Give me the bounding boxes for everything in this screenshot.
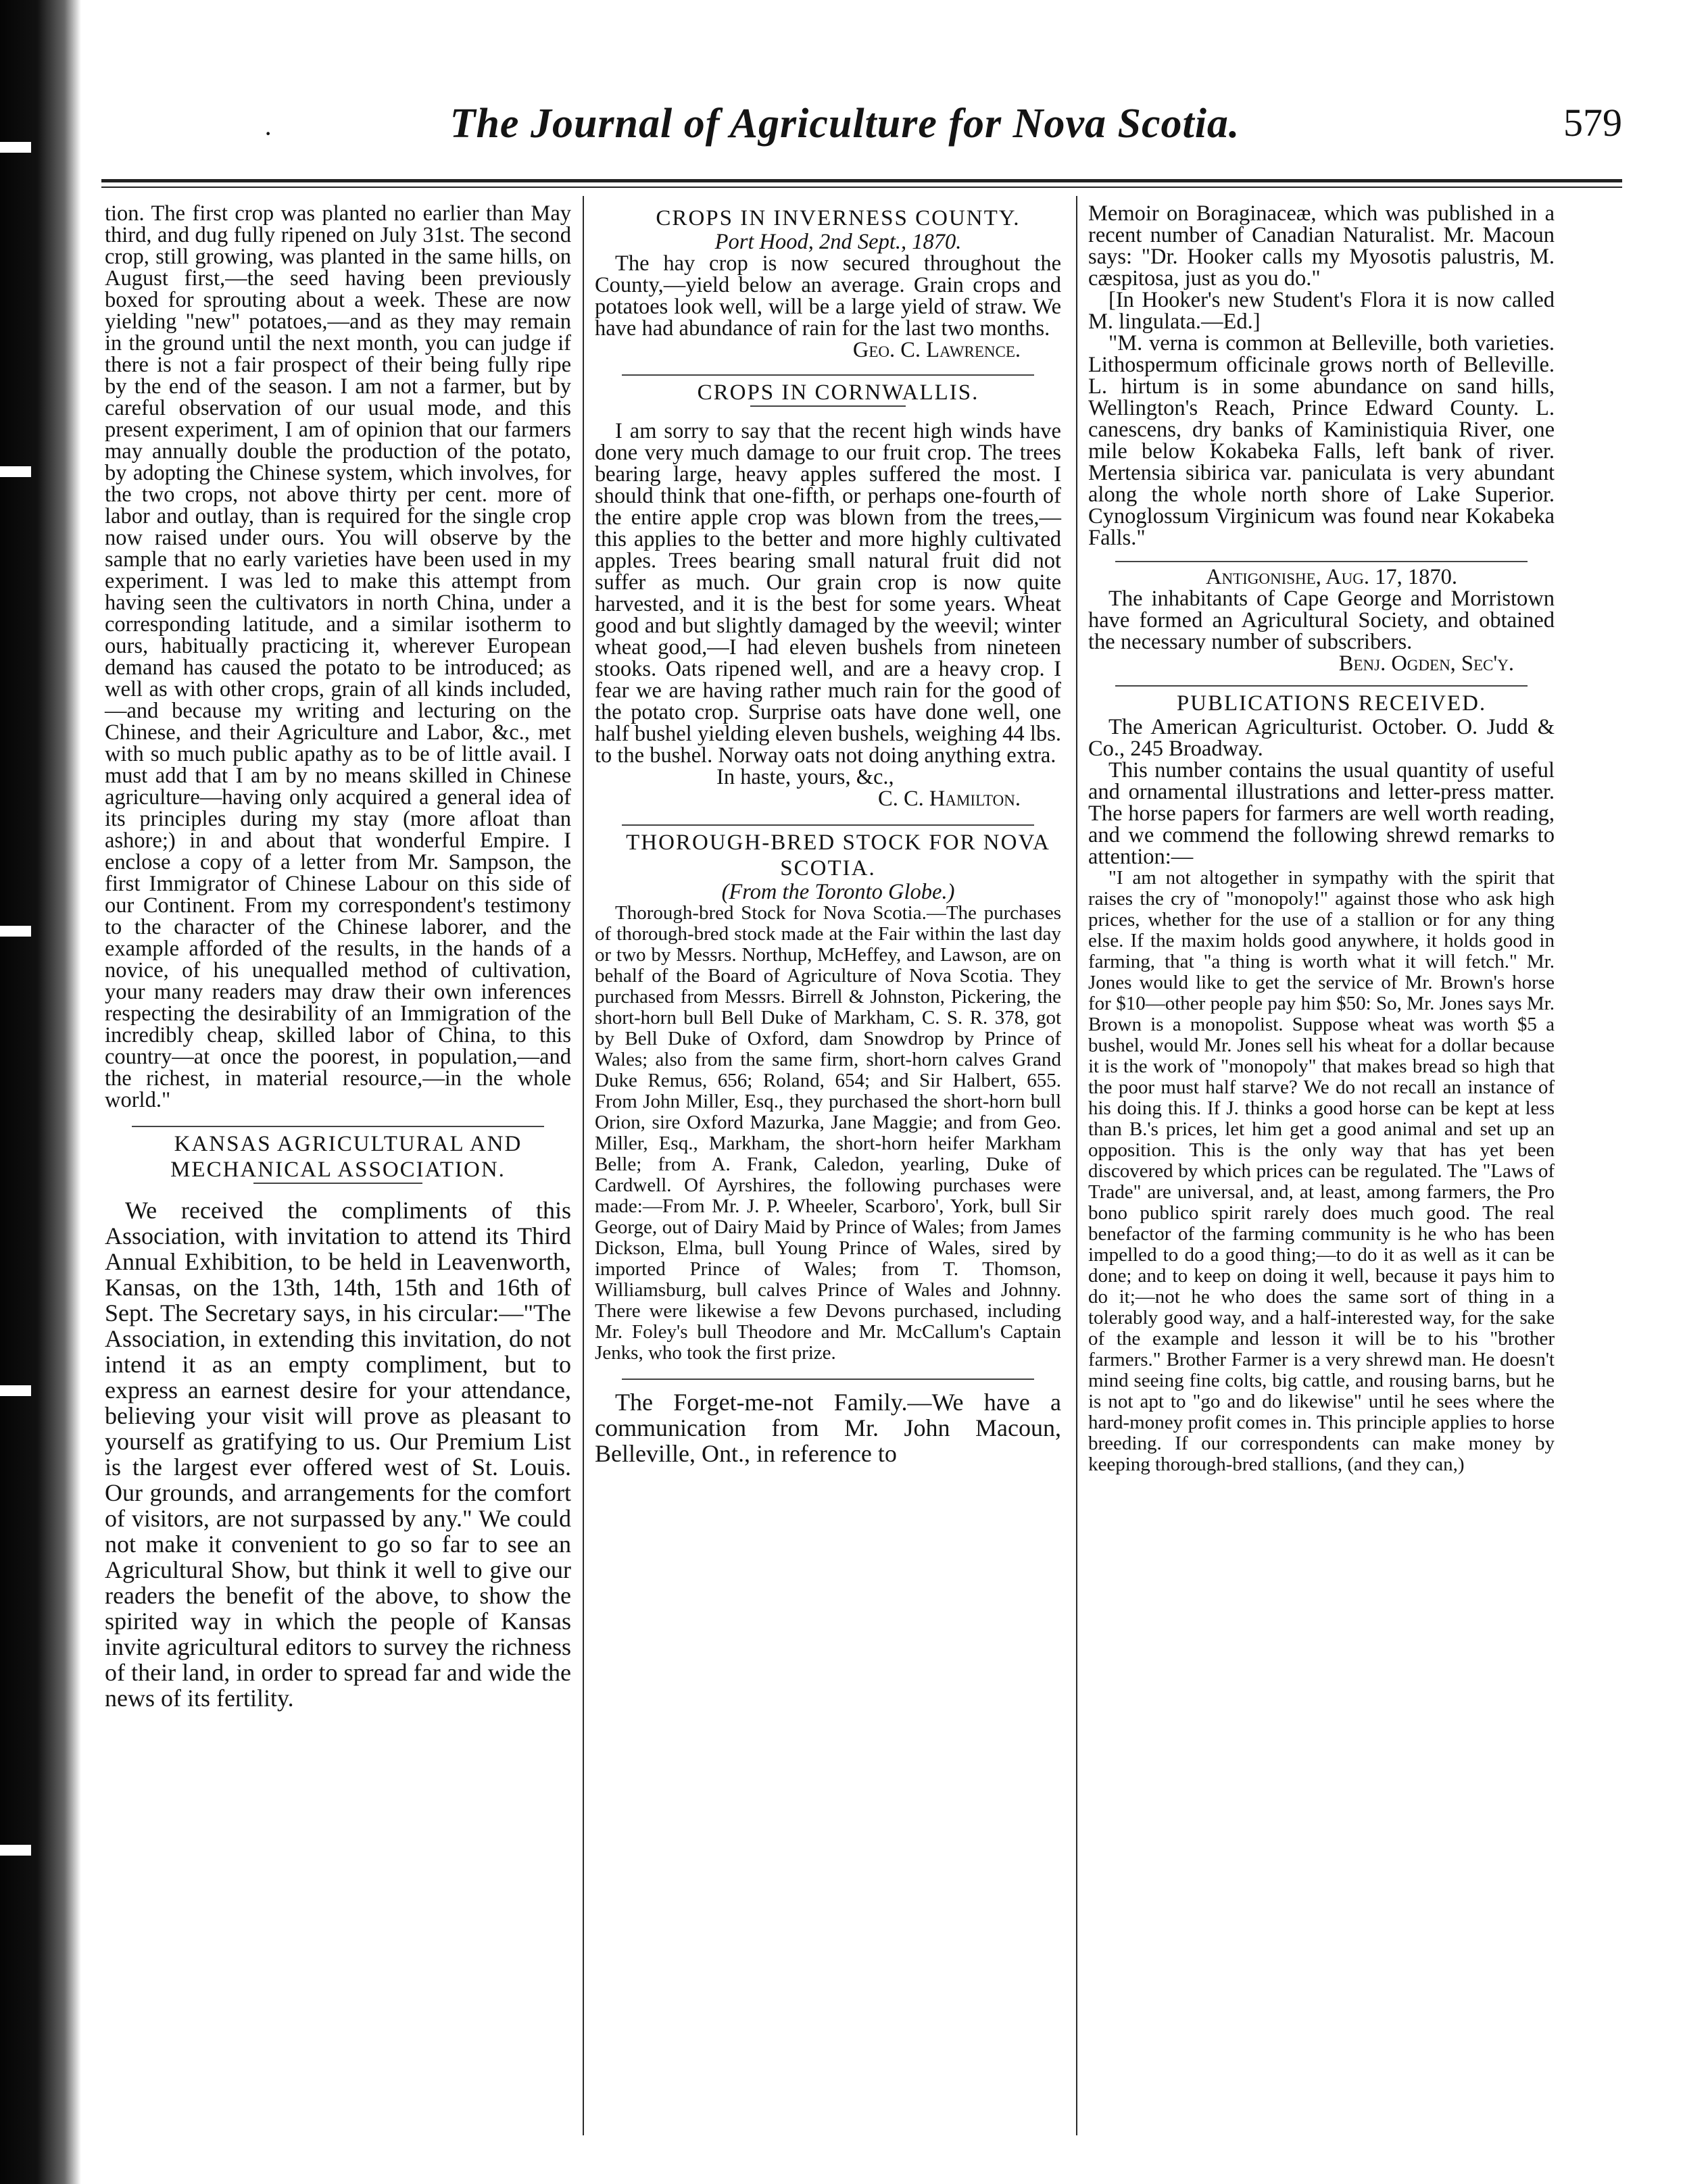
article-text: I am sorry to say that the recent high winds have done very much damage to our fruit crop. The trees bearing large, heavy apples suffered the most. I should think that one-fifth, or perhaps one-fourth of the entire apple crop was blown from the trees,—this applies to the better and more highly cultivated apples. Trees bearing small natural fruit did not suffer as much. Our grain crop is now quite harvested, and it is the best for some years. Wheat good and but slightly damaged by the weevil; winter wheat good,—I had eleven bushels from nineteen stooks. Oats ripened well, and are a heavy crop. I fear we are having rather much rain for the good of the potato crop. Surprise oats have done well, one half bushel yielding eleven bushels, weighing 44 lbs. to the bushel. Norway oats not doing anything extra.	[595, 419, 1061, 768]
publication-entry: The American Agriculturist. October. O. Judd & Co., 245 Broadway.	[1088, 715, 1555, 761]
separator	[253, 1183, 422, 1184]
separator	[622, 824, 1034, 826]
article-text: "M. verna is common at Belleville, both varieties. Lithospermum officinale grows north of Belleville. L. hirtum is in some abundance on sand hills, Wellington's Reach, Prince Edward County. L. canescens, dry banks of Kaministiquia River, one mile below Kokabeka Falls, left bank of river. Mertensia sibirica var. paniculata is very abundant along the whole north shore of Lake Superior. Cynoglossum Virginicum was found near Kokabeka Falls."	[1088, 331, 1555, 550]
editor-note: [In Hooker's new Student's Flora it is now called M. lingulata.—Ed.]	[1088, 288, 1555, 334]
separator	[622, 1379, 1034, 1380]
header-rule	[101, 179, 1622, 182]
column-1	[105, 203, 571, 1711]
page-binding-edge	[0, 0, 81, 2184]
page-number: 579	[1563, 101, 1622, 145]
dateline: Port Hood, 2nd Sept., 1870.	[714, 230, 962, 254]
article-text: tion. The first crop was planted no earlier than May third, and dug fully ripened on July 31st. The second crop, still growing, was planted in the same hills, on August first,—the seed having been previously boxed for sprouting about a week. These are now yielding "new" potatoes,—and as they may remain in the ground until the next month, you can judge if there is not a fair prospect of their being fully ripe by the end of the season. I am not a farmer, but by careful observation of our usual mode, and this present experiment, I am of opinion that our farmers may annually double the production of the potato, by adopting the Chinese system, which involves, for the two crops, not above thirty per cent. more of labor and outlay, than is required for the single crop now raised under ours. You will observe by the sample that no early varieties have been used in my experiment. I was led to make this attempt from having seen the cultivators in north China, under a corresponding latitude, and a similar isotherm to ours, habitually practicing it, wherever European demand has caused the potato to be introduced; as well as with other crops, grain of all kinds included,—and because my writing and lecturing on the Chinese, and their Agriculture and Labor, &c., met with so much public apathy as to be of little avail. I must add that I am by no means skilled in Chinese agriculture—having only acquired a general idea of its principles during my stay (more afloat than ashore;) in and about that wonderful Empire. I enclose a copy of a letter from Mr. Sampson, the first Immigrator of Chinese Labour on this side of our Continent. From my correspondent's testimony to the character of the Chinese laborer, and the example afforded of the results, in the hands of a novice, of his unequalled method of cultivation, your many readers may draw their own inferences respecting the desirability of an Immigration of the incredibly cheap, skilled labor of China, to this country—at once the poorest, in population,—and the richest, in material resource,—in the whole world."	[105, 201, 571, 1112]
column-3	[1088, 203, 1555, 1475]
article-text: The inhabitants of Cape George and Morristown have formed an Agricultural Society, and obtained the necessary number of subscribers.	[1088, 587, 1555, 654]
separator	[1115, 561, 1528, 562]
article-text: The Forget-me-not Family.—We have a communication from Mr. John Macoun, Belleville, Ont., in reference to	[595, 1389, 1061, 1467]
article-heading: CROPS IN INVERNESS COUNTY.	[656, 206, 1021, 230]
page-header	[101, 100, 1622, 154]
article-text: We received the compliments of this Association, with invitation to attend its Third Annual Exhibition, to be held in Leavenworth, Kansas, on the 13th, 14th, 15th and 16th of Sept. The Secretary says, in his circular:—"The Association, in extending this invitation, do not intend it as an empty compliment, but to express an earnest desire for your attendance, believing your visit will prove as pleasant to yourself as gratifying to us. Our Premium List is the largest ever offered west of St. Louis. Our grounds, and arrangements for the comfort of visitors, are not surpassed by any." We could not make it convenient to go so far to see an Agricultural Show, but think it well to give our readers the benefit of the above, to show the spirited way in which the people of Kansas invite agricultural editors to survey the richness of their land, in order to spread far and wide the news of its fertility.	[105, 1197, 571, 1712]
column-2	[595, 203, 1061, 1466]
article-text: This number contains the usual quantity of useful and ornamental illustrations and letter-press matter. The horse papers for farmers are well worth reading, and we commend the following shrewd remarks to attention:—	[1088, 758, 1555, 869]
separator	[622, 374, 1034, 376]
separator	[132, 1126, 544, 1127]
header-dot: ·	[264, 118, 273, 149]
separator	[750, 405, 906, 407]
article-heading: PUBLICATIONS RECEIVED.	[1176, 691, 1487, 716]
quoted-text: "I am not altogether in sympathy with the spirit that raises the cry of "monopoly!" against those who ask high prices, whether for the use of a stallion or for any thing else. If the maxim holds good anywhere, it holds good in farming, that "a thing is worth what it will fetch." Mr. Jones would like to get the service of Mr. Brown's horse for $10—other people pay him $50: So, Mr. Jones says Mr. Brown is a monopolist. Suppose wheat was worth $5 a bushel, would Mr. Jones sell his wheat for a dollar because it is the work of "monopoly" that makes bread so high that the poor must half starve? We do not recall an instance of his doing this. If J. thinks a good horse can be kept at less than B.'s prices, let him get a good animal and set up an opposition. This is the only way that has yet been discovered by which prices can be regulated. The "Laws of Trade" are universal, and, at least, among farmers, the Pro bono publico spirit rarely does much good. The real benefactor of the farming community is he who has been impelled to do a good thing;—to do it as well as it can be done; and to keep on doing it well, because it pays him to do it;—not he who does the same sort of thing in a tolerably good way, and a half-interested way, for the sake of the example and lesson it will be to his "brother farmers." Brother Farmer is a very shrewd man. He doesn't mind seeing fine colts, big cattle, and rousing barns, but he is not apt to "go and do likewise" until he sees where the hard-money profit comes in. This principle applies to horse breeding. If our correspondents can make money by keeping thorough-bred stallions, (and they can,)	[1088, 867, 1555, 1475]
signature: C. C. Hamilton.	[878, 787, 1021, 811]
closing: In haste, yours, &c.,	[716, 765, 894, 789]
signature: Geo. C. Lawrence.	[852, 338, 1021, 362]
separator	[1115, 685, 1528, 687]
header-rule-thin	[101, 187, 1622, 188]
column-divider-2	[1076, 196, 1077, 2135]
column-divider-1	[583, 196, 584, 2135]
journal-title: The Journal of Agriculture for Nova Scotia.	[449, 101, 1240, 147]
article-text: Thorough-bred Stock for Nova Scotia.—The purchases of thorough-bred stock made at the Fair within the last day or two by Messrs. Northup, McHeffey, and Lawson, are on behalf of the Board of Agriculture of Nova Scotia. They purchased from Messrs. Birrell & Johnston, Pickering, the short-horn bull Bell Duke of Markham, C. S. R. 378, got by Bell Duke of Oxford, dam Snowdrop by Prince of Wales; also from the same firm, short-horn calves Grand Duke Remus, 656; Roland, 654; and Sir Halbert, 655. From John Miller, Esq., they purchased the short-horn bull Orion, sire Oxford Mazurka, Jane Maggie; and from Geo. Miller, Esq., Markham, the short-horn heifer Markham Belle; from A. Frank, Caledon, yearling, Duke of Cardwell. Of Ayrshires, the following purchases were made:—From Mr. J. P. Wheeler, Scarboro', York, bull Sir George, out of Dairy Maid by Prince of Wales; from James Dickson, Elma, bull Young Prince of Wales, sired by imported Prince of Wales; from T. Thomson, Williamsburg, bull calves Prince of Wales and Johnny. There were likewise a few Devons purchased, including Mr. Foley's bull Theodore and Mr. McCallum's Captain Jenks, who took the first prize.	[595, 902, 1061, 1364]
article-text: Memoir on Boraginaceæ, which was published in a recent number of Canadian Naturalist. Mr. Macoun says: "Dr. Hooker calls my Myosotis palustris, M. cæspitosa, just as you do."	[1088, 201, 1555, 291]
dateline: Antigonishe, Aug. 17, 1870.	[1205, 565, 1457, 589]
article-heading: THOROUGH-BRED STOCK FOR NOVA SCOTIA.	[626, 830, 1050, 880]
article-heading: KANSAS AGRICULTURAL AND MECHANICAL ASSOCIATION.	[170, 1132, 522, 1182]
article-heading: CROPS IN CORNWALLIS.	[697, 380, 979, 405]
article-text: The hay crop is now secured throughout the County,—yield below an average. Grain crops and potatoes look well, will be a large yield of straw. We have had abundance of rain for the last two months.	[595, 251, 1061, 341]
source-line: (From the Toronto Globe.)	[721, 880, 955, 904]
signature: Benj. Ogden, Sec'y.	[1338, 651, 1514, 676]
